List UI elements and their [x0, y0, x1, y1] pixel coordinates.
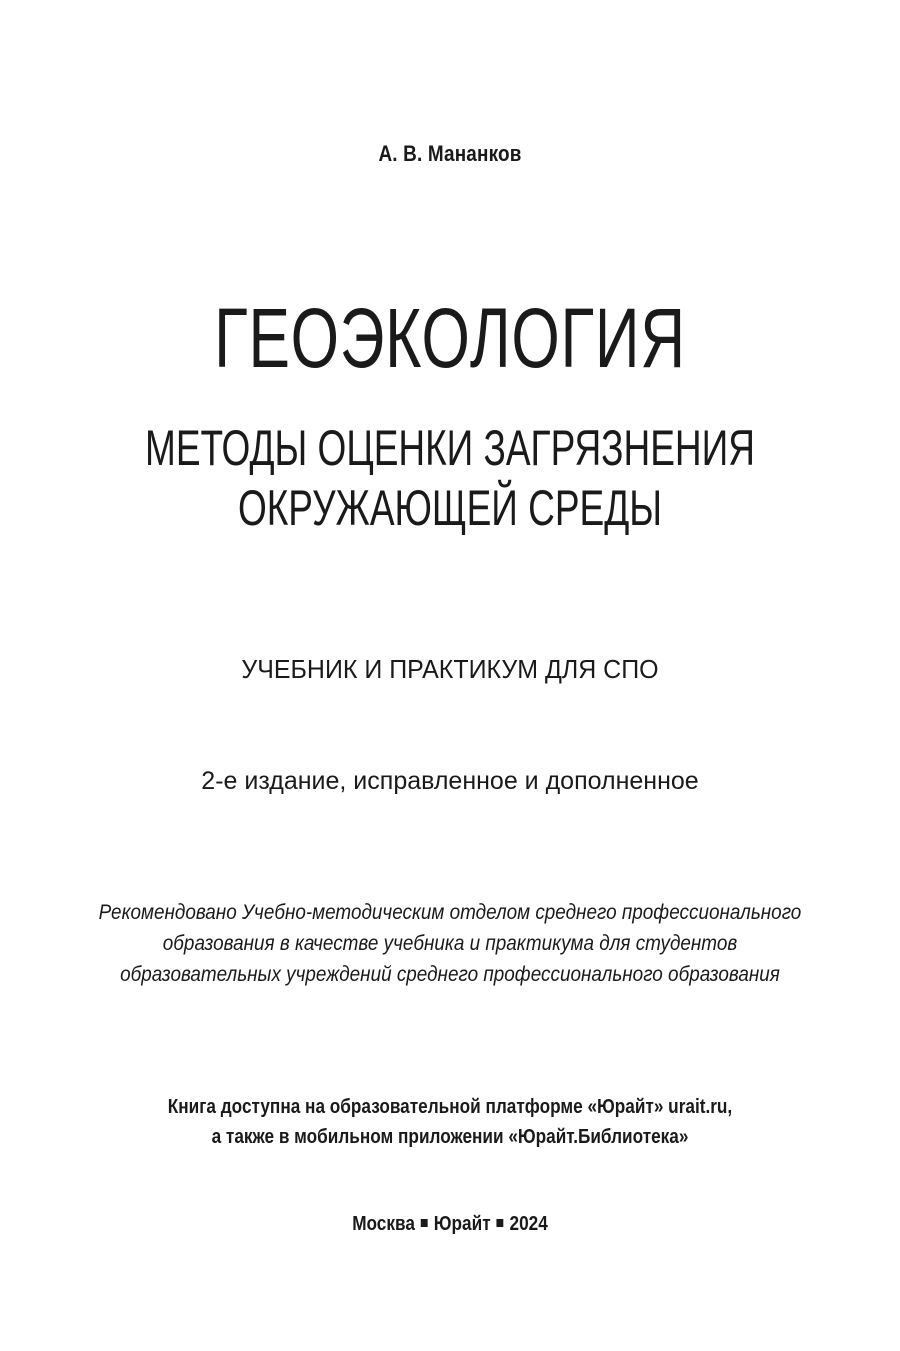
book-subtitle [117, 418, 783, 538]
author-name: А. В. Мананков [378, 141, 522, 166]
book-type: УЧЕБНИК И ПРАКТИКУМ ДЛЯ СПО [241, 654, 659, 684]
imprint-city: Москва [352, 1213, 415, 1235]
recommendation-note [45, 897, 855, 990]
subtitle-line-1: МЕТОДЫ ОЦЕНКИ ЗАГРЯЗНЕНИЯ [145, 420, 755, 476]
square-separator-icon [497, 1219, 504, 1227]
subtitle-line-2: ОКРУЖАЮЩЕЙ СРЕДЫ [237, 480, 663, 536]
availability-note [63, 1092, 837, 1152]
recommendation-line-2: образования в качестве учебника и практикума для студентов [162, 932, 738, 955]
square-separator-icon [421, 1219, 428, 1227]
edition-note: 2-е издание, исправленное и дополненное [201, 767, 699, 795]
availability-line-2: а также в мобильном приложении «Юрайт.Библиотека» [211, 1126, 689, 1148]
recommendation-line-3: образовательных учреждений среднего профессионального образования [120, 963, 780, 986]
recommendation-line-1: Рекомендовано Учебно-методическим отделом среднего профессионального [98, 901, 802, 924]
imprint-line [63, 1213, 837, 1236]
book-title: ГЕОЭКОЛОГИЯ [214, 291, 686, 385]
imprint-publisher: Юрайт [433, 1213, 491, 1235]
availability-line-1: Книга доступна на образовательной платформе «Юрайт» urait.ru, [167, 1096, 733, 1118]
imprint-year: 2024 [509, 1213, 548, 1235]
